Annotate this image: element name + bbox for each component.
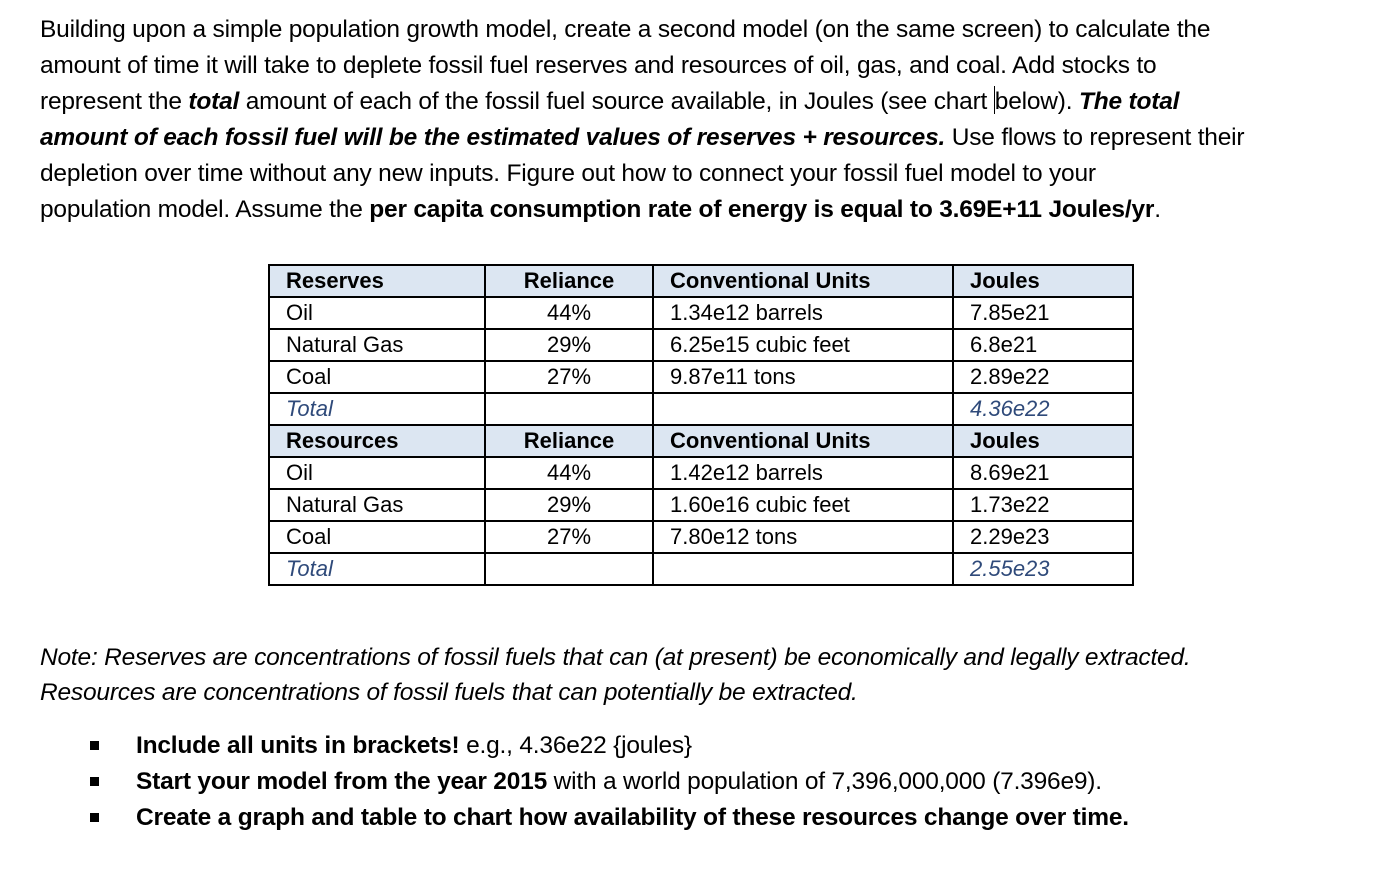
list-item-bold: Include all units in brackets! (136, 732, 460, 759)
table-header-cell: Joules (953, 265, 1133, 297)
table-row (269, 521, 1133, 553)
list-item-text: e.g., 4.36e22 {joules} (459, 732, 692, 759)
list-item-bold: Create a graph and table to chart how availability of these resources change over time. (136, 804, 1129, 831)
table-cell: 2.89e22 (953, 361, 1133, 393)
table-header-row-resources (269, 425, 1133, 457)
table-cell: Total (269, 393, 485, 425)
table-cell (485, 393, 653, 425)
table-cell: 44% (485, 457, 653, 489)
table-cell: 29% (485, 329, 653, 361)
table-cell: 4.36e22 (953, 393, 1133, 425)
table-header-cell: Resources (269, 425, 485, 457)
table-header-row-reserves (269, 265, 1133, 297)
list-item (0, 800, 1129, 836)
emphasis-consumption-rate: per capita consumption rate of energy is equal to 3.69E+11 Joules/yr (369, 196, 1155, 223)
instructions-paragraph (40, 12, 1370, 228)
instructions-line-1: Building upon a simple population growth model, create a second model (on the same screen) to calculate the (40, 16, 1211, 43)
table-cell: Coal (269, 361, 485, 393)
emphasis-total-definition: amount of each fossil fuel will be the estimated values of reserves + resources. (40, 124, 946, 151)
table-row (269, 457, 1133, 489)
table-cell: 9.87e11 tons (653, 361, 953, 393)
square-bullet-icon (90, 777, 99, 786)
table-cell: 6.8e21 (953, 329, 1133, 361)
list-item-text: with a world population of 7,396,000,000 (7.396e9). (547, 768, 1102, 795)
table-cell: 1.42e12 barrels (653, 457, 953, 489)
instructions-text: Use flows to represent their (945, 124, 1245, 151)
list-item-bold: Start your model from the year 2015 (136, 768, 548, 795)
table-cell: 2.29e23 (953, 521, 1133, 553)
table-header-cell: Conventional Units (653, 425, 953, 457)
table-header-cell: Conventional Units (653, 265, 953, 297)
table-cell: 27% (485, 361, 653, 393)
instructions-text: population model. Assume the (40, 196, 370, 223)
table-cell: 8.69e21 (953, 457, 1133, 489)
table-cell: 1.60e16 cubic feet (653, 489, 953, 521)
table-cell: Total (269, 553, 485, 585)
note-paragraph (40, 640, 1370, 710)
table-cell: 1.73e22 (953, 489, 1133, 521)
list-item (0, 764, 1129, 800)
table-cell: 7.80e12 tons (653, 521, 953, 553)
list-item (0, 728, 1129, 764)
instructions-text: amount of each of the fossil fuel source available, in Joules (see chart (239, 88, 994, 115)
table-header-cell: Reserves (269, 265, 485, 297)
table-cell (653, 393, 953, 425)
instructions-line-3 (40, 84, 1370, 120)
requirements-list (0, 728, 1129, 836)
table-cell: 6.25e15 cubic feet (653, 329, 953, 361)
instructions-text: . (1154, 196, 1161, 223)
instructions-line-2: amount of time it will take to deplete fossil fuel reserves and resources of oil, gas, and coal. Add stocks to (40, 52, 1157, 79)
table-cell: 2.55e23 (953, 553, 1133, 585)
instructions-line-4 (40, 120, 1370, 156)
table-cell: 29% (485, 489, 653, 521)
table-cell: 1.34e12 barrels (653, 297, 953, 329)
emphasis-the-total: The total (1078, 88, 1180, 115)
table-cell: 7.85e21 (953, 297, 1133, 329)
table-header-cell: Joules (953, 425, 1133, 457)
table-cell: Natural Gas (269, 329, 485, 361)
table-total-row-resources (269, 553, 1133, 585)
table-header-cell: Reliance (485, 425, 653, 457)
table-cell: Coal (269, 521, 485, 553)
instructions-text: below). (994, 88, 1079, 115)
table-row (269, 329, 1133, 361)
instructions-text: represent the (40, 88, 189, 115)
instructions-line-5: depletion over time without any new inputs. Figure out how to connect your fossil fuel model to your (40, 160, 1096, 187)
table-cell: 44% (485, 297, 653, 329)
square-bullet-icon (90, 741, 99, 750)
fossil-fuel-table (268, 264, 1134, 586)
table-cell: Oil (269, 457, 485, 489)
table-cell: Oil (269, 297, 485, 329)
note-line-1: Note: Reserves are concentrations of fossil fuels that can (at present) be economically and legally extracted. (40, 644, 1191, 671)
instructions-line-6 (40, 192, 1370, 228)
table-cell (653, 553, 953, 585)
table-cell: 27% (485, 521, 653, 553)
table-total-row-reserves (269, 393, 1133, 425)
note-line-2: Resources are concentrations of fossil fuels that can potentially be extracted. (40, 679, 858, 706)
table-cell (485, 553, 653, 585)
table-row (269, 297, 1133, 329)
table-header-cell: Reliance (485, 265, 653, 297)
table-row (269, 361, 1133, 393)
table-row (269, 489, 1133, 521)
table-cell: Natural Gas (269, 489, 485, 521)
square-bullet-icon (90, 813, 99, 822)
emphasis-total: total (188, 88, 240, 115)
